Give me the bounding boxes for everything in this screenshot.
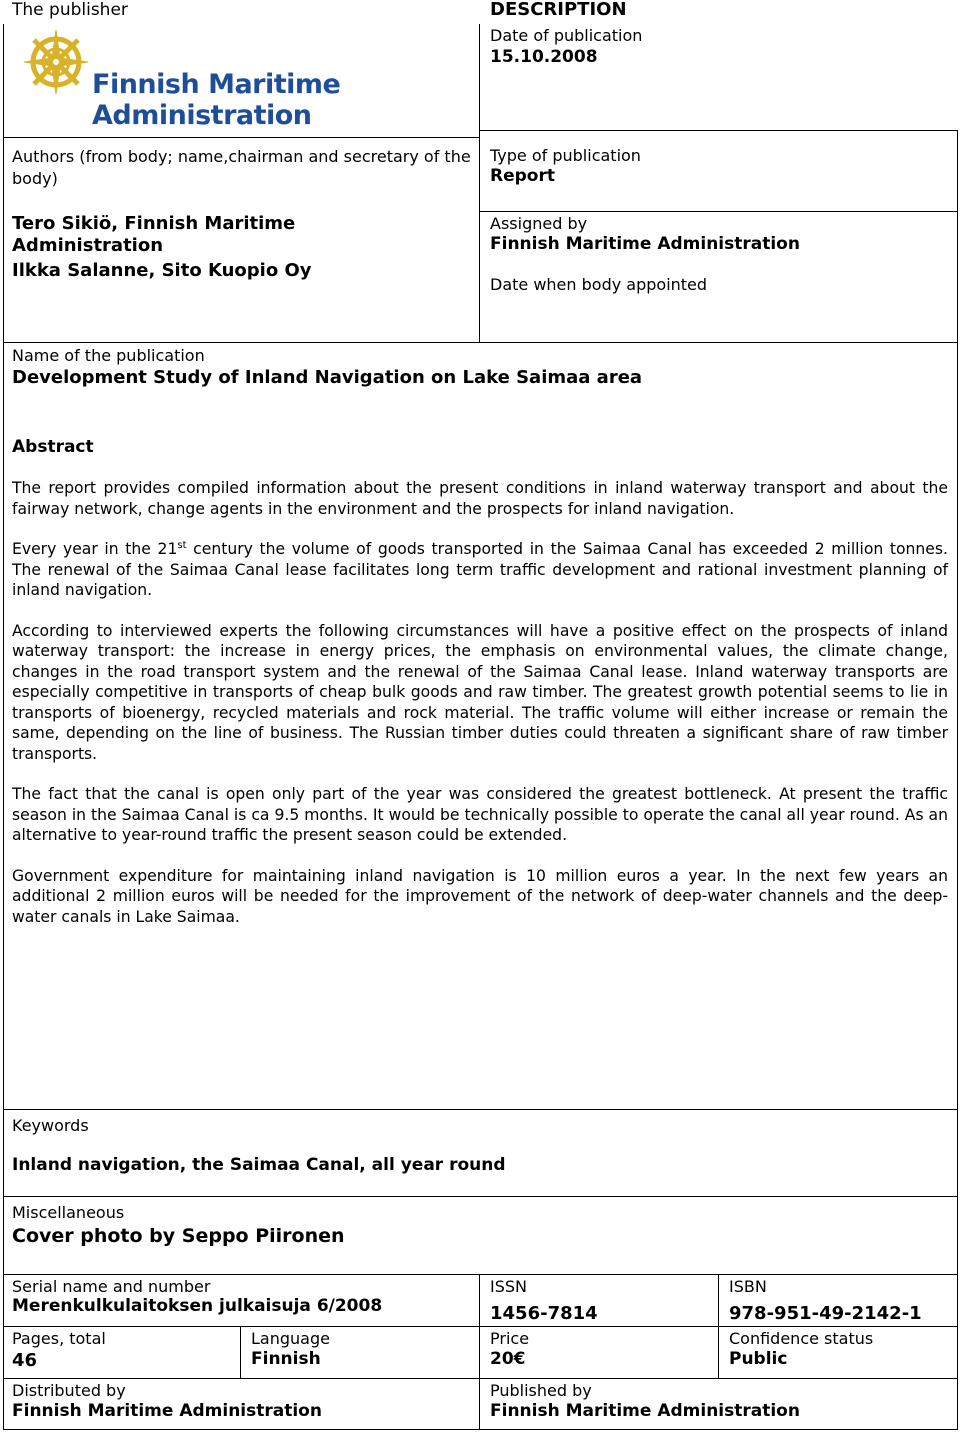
abstract-paragraph-3: According to interviewed experts the following circumstances will have a positive effect on the prospects of inland waterway transport: the increase in energy prices, the emphasis on environmental values, the climate change, changes in the road transport system and the renewal of the Saimaa Canal lease. Inland waterway transports are especially competitive in transports of cheap bulk goods and raw timber. The greatest growth potential seems to lie in transports of bioenergy, recycled materials and rock material. The traffic volume will either increase or remain the same, depending on the line of business. The Russian timber duties could threaten a significant share of raw timber transports. (12, 621, 948, 763)
divider-top-vertical (479, 24, 480, 342)
misc-value: Cover photo by Seppo Piironen (12, 1225, 345, 1247)
divider-date-bottom (479, 130, 958, 131)
date-value: 15.10.2008 (490, 47, 598, 67)
pages-label: Pages, total (12, 1329, 106, 1348)
isbn-label: ISBN (729, 1277, 767, 1296)
date-label: Date of publication (490, 26, 643, 45)
confidence-label: Confidence status (729, 1329, 874, 1348)
divider-misc-top (3, 1196, 958, 1197)
price-label: Price (490, 1329, 530, 1348)
type-value: Report (490, 166, 555, 186)
divider-details-vertical-right (718, 1274, 719, 1378)
keywords-value: Inland navigation, the Saimaa Canal, all year round (12, 1155, 506, 1175)
published-label: Published by (490, 1381, 592, 1400)
pages-value: 46 (12, 1350, 38, 1371)
border-right (957, 130, 958, 1430)
misc-label: Miscellaneous (12, 1203, 125, 1222)
divider-details-top (3, 1274, 958, 1275)
authors-label: Authors (from body; name,chairman and secretary of the body) (12, 147, 471, 188)
distributed-value: Finnish Maritime Administration (12, 1401, 322, 1421)
border-left (3, 24, 4, 1430)
border-bottom (3, 1429, 958, 1430)
confidence-value: Public (729, 1349, 788, 1369)
price-value: 20€ (490, 1349, 526, 1369)
language-value: Finnish (251, 1349, 321, 1369)
divider-details-vertical-mid (479, 1274, 480, 1430)
appointed-label: Date when body appointed (490, 275, 708, 294)
abstract-paragraph-4: The fact that the canal is open only part of the year was considered the greatest bottleneck. At present the traffic season in the Saimaa Canal is ca 9.5 months. It would be technically possible to operate the canal all year round. As an alternative to year-round traffic the present season could be extended. (12, 785, 948, 844)
divider-logo-bottom (3, 137, 479, 138)
language-label: Language (251, 1329, 330, 1348)
abstract-paragraph-2 (12, 539, 948, 601)
divider-details-row2 (3, 1326, 958, 1327)
compass-logo-icon (20, 24, 92, 96)
abstract-heading: Abstract (12, 437, 94, 457)
abstract-paragraph-2-start: Every year in the 21 (12, 540, 178, 558)
keywords-label: Keywords (12, 1116, 89, 1135)
abstract-paragraph-5: Government expenditure for maintaining inland navigation is 10 million euros a year. In the next few years an additional 2 million euros will be needed for the improvement of the network of deep-water channels and the deep-water canals in Lake Saimaa. (12, 866, 948, 926)
serial-label: Serial name and number (12, 1277, 211, 1296)
authors-line1: Tero Sikiö, Finnish Maritime (12, 213, 296, 234)
issn-value: 1456-7814 (490, 1303, 598, 1324)
abstract-paragraph-2-rest: century the volume of goods transported in the Saimaa Canal has exceeded 2 million tonnes. The renewal of the Saimaa Canal lease facilitates long term traffic development and rational investment planning of inland navigation. (12, 540, 948, 599)
description-heading: DESCRIPTION (490, 0, 627, 20)
distributed-label: Distributed by (12, 1381, 126, 1400)
ordinal-suffix: st (177, 539, 187, 551)
published-value: Finnish Maritime Administration (490, 1401, 800, 1421)
divider-type-bottom (479, 211, 958, 212)
divider-details-vertical-left (240, 1326, 241, 1378)
assigned-label: Assigned by (490, 214, 588, 233)
isbn-value: 978-951-49-2142-1 (729, 1303, 922, 1324)
authors-line3: Ilkka Salanne, Sito Kuopio Oy (12, 260, 312, 281)
divider-title-top (3, 342, 958, 343)
publication-title: Development Study of Inland Navigation on Lake Saimaa area (12, 367, 643, 388)
type-label: Type of publication (490, 146, 641, 165)
title-label: Name of the publication (12, 346, 205, 365)
abstract-body (12, 478, 948, 927)
abstract-paragraph-1: The report provides compiled information about the present conditions in inland waterway transport and about the fairway network, change agents in the environment and the prospects for inland navigation. (12, 479, 948, 518)
publisher-label: The publisher (12, 0, 128, 20)
logo-text-line1: Finnish Maritime (92, 69, 341, 100)
issn-label: ISSN (490, 1277, 527, 1296)
divider-details-row3 (3, 1378, 958, 1379)
assigned-value: Finnish Maritime Administration (490, 234, 800, 254)
divider-keywords-top (3, 1109, 958, 1110)
authors-line2: Administration (12, 235, 164, 256)
logo-text-line2: Administration (92, 100, 312, 131)
serial-value: Merenkulkulaitoksen julkaisuja 6/2008 (12, 1296, 383, 1316)
